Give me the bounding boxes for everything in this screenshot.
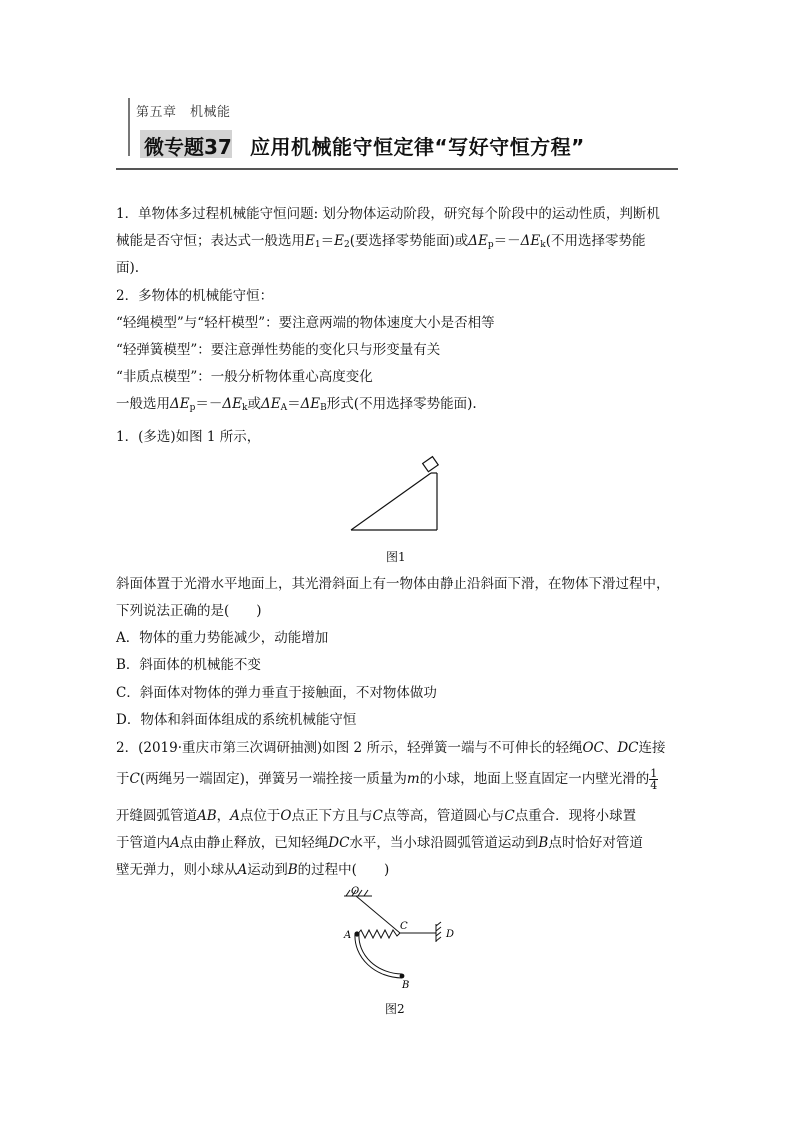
- chapter-label: 第五章 机械能: [136, 105, 231, 120]
- summary-p2-line3: “轻弹簧模型”：要注意弹性势能的变化只与形变量有关: [116, 342, 441, 358]
- tube-inner: [359, 934, 402, 974]
- label-c: C: [400, 921, 408, 932]
- summary-p2-line2: “轻绳模型”与“轻杆模型”：要注意两端的物体速度大小是否相等: [116, 315, 495, 331]
- label-d: D: [446, 929, 455, 940]
- sliding-block: [423, 457, 439, 472]
- q1-option-a: A．物体的重力势能减少，动能增加: [116, 630, 329, 646]
- figure-1-incline: [345, 455, 450, 535]
- incline-slope: [351, 473, 431, 530]
- q2-line5: 壁无弹力，则小球从A运动到B的过程中( ): [116, 862, 390, 878]
- summary-p1-line3: 面).: [116, 260, 140, 276]
- spring: [357, 930, 400, 938]
- summary-p2-line5: 一般选用$\Delta E_p=-\Delta E_k$或$\Delta E_A=\Delta E_B$形式(不用选择零势能面).: [116, 396, 477, 413]
- point-b: [400, 974, 405, 979]
- figure-2-caption: 图2: [385, 1002, 405, 1016]
- summary-p2-line1: 2．多物体的机械能守恒：: [116, 288, 274, 304]
- q1-stem: 1．(多选)如图 1 所示，: [116, 429, 261, 445]
- figure-1-caption: 图1: [386, 550, 406, 564]
- label-o: O: [351, 886, 360, 897]
- q1-body-line2: 下列说法正确的是( ): [116, 603, 262, 619]
- q1-option-d: D．物体和斜面体组成的系统机械能守恒: [116, 712, 357, 728]
- rope-oc: [356, 896, 400, 933]
- q2-line3: 开缝圆弧管道AB，A点位于O点正下方且与C点等高，管道圆心与C点重合．现将小球置: [116, 808, 637, 824]
- chapter-bar: [128, 98, 130, 156]
- title-number: 微专题37: [144, 135, 232, 159]
- header-rule: [116, 168, 678, 170]
- q1-option-b: B．斜面体的机械能不变: [116, 657, 261, 673]
- ball-a: [354, 931, 359, 936]
- summary-p2-line4: “非质点模型”：一般分析物体重心高度变化: [116, 369, 373, 385]
- tube-outer: [355, 934, 402, 978]
- page-title: 应用机械能守恒定律“写好守恒方程”: [250, 135, 585, 159]
- summary-p1-line1: 1．单物体多过程机械能守恒问题: 划分物体运动阶段，研究每个阶段中的运动性质，判断机: [116, 206, 660, 222]
- q2-line4: 于管道内A点由静止释放，已知轻绳DC水平，当小球沿圆弧管道运动到B点时恰好对管道: [116, 835, 643, 851]
- quarter-fraction: $\frac{1}{4}$: [650, 767, 658, 792]
- q2-line1: 2．(2019·重庆市第三次调研抽测)如图 2 所示，轻弹簧一端与不可伸长的轻绳OC、DC连接: [116, 740, 666, 756]
- label-b: B: [402, 980, 410, 990]
- q1-body-line1: 斜面体置于光滑水平地面上，其光滑斜面上有一物体由静止沿斜面下滑，在物体下滑过程中，: [116, 576, 670, 592]
- summary-p1-line2: 械能是否守恒；表达式一般选用$E_1=E_2$(要选择零势能面)或$\Delta E_p=-\Delta E_k$(不用选择零势能: [116, 233, 646, 250]
- q2-line2: 于C(两绳另一端固定)，弹簧另一端拴接一质量为m的小球，地面上竖直固定一内壁光滑的 $\frac{1}{4}$: [116, 767, 658, 792]
- label-a: A: [344, 930, 352, 941]
- q1-option-c: C．斜面体对物体的弹力垂直于接触面，不对物体做功: [116, 685, 437, 701]
- figure-2-spring-tube: [338, 886, 468, 990]
